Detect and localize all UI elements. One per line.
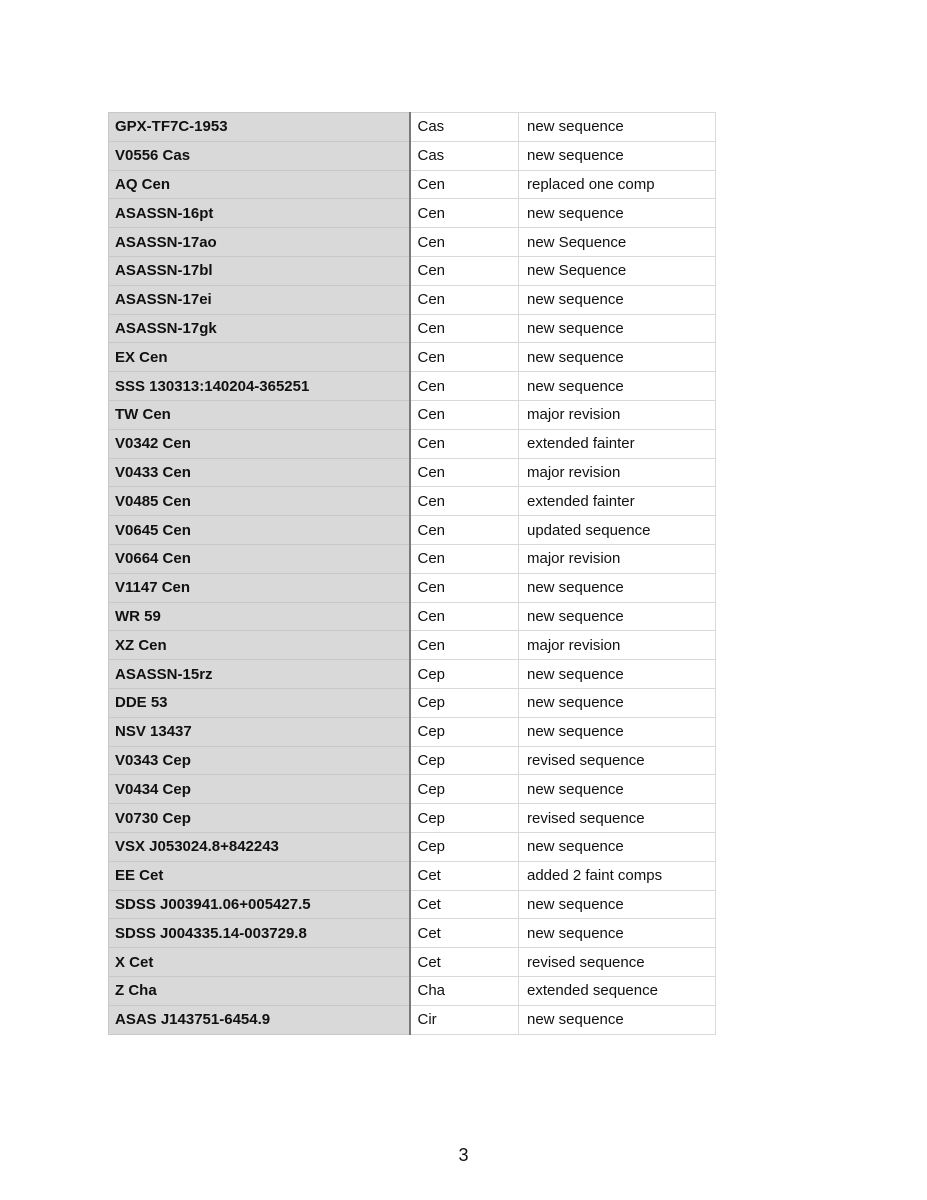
star-name-cell: V0645 Cen [109,516,410,545]
note-cell: revised sequence [519,746,716,775]
star-name-cell: GPX-TF7C-1953 [109,113,410,142]
constellation-cell: Cep [410,717,519,746]
table-row [109,314,716,343]
table-row [109,458,716,487]
table-row [109,113,716,142]
constellation-cell: Cet [410,861,519,890]
constellation-cell: Cet [410,948,519,977]
star-name-cell: V0343 Cep [109,746,410,775]
star-name-cell: SDSS J004335.14-003729.8 [109,919,410,948]
note-cell: new sequence [519,660,716,689]
star-name-cell: V0664 Cen [109,544,410,573]
constellation-cell: Cen [410,544,519,573]
star-name-cell: ASASSN-16pt [109,199,410,228]
note-cell: major revision [519,458,716,487]
note-cell: new Sequence [519,228,716,257]
table-row [109,544,716,573]
star-name-cell: V0342 Cen [109,429,410,458]
table-row [109,804,716,833]
table-row [109,400,716,429]
table-row [109,890,716,919]
star-name-cell: ASASSN-17ao [109,228,410,257]
table-row [109,602,716,631]
constellation-cell: Cen [410,631,519,660]
star-name-cell: V1147 Cen [109,573,410,602]
table-row [109,746,716,775]
note-cell: major revision [519,631,716,660]
constellation-cell: Cen [410,228,519,257]
star-name-cell: VSX J053024.8+842243 [109,832,410,861]
note-cell: updated sequence [519,516,716,545]
star-name-cell: ASASSN-17bl [109,256,410,285]
table-row [109,717,716,746]
note-cell: new sequence [519,113,716,142]
table-body [109,113,716,1035]
constellation-cell: Cen [410,372,519,401]
constellation-cell: Cen [410,314,519,343]
constellation-cell: Cen [410,199,519,228]
constellation-cell: Cir [410,1005,519,1034]
table-row [109,228,716,257]
sequence-table [108,112,716,1035]
constellation-cell: Cen [410,458,519,487]
table-row [109,660,716,689]
note-cell: new sequence [519,775,716,804]
table-row [109,861,716,890]
note-cell: new sequence [519,688,716,717]
table-row [109,688,716,717]
star-name-cell: EX Cen [109,343,410,372]
star-name-cell: V0434 Cep [109,775,410,804]
constellation-cell: Cet [410,919,519,948]
constellation-cell: Cep [410,660,519,689]
note-cell: new sequence [519,314,716,343]
note-cell: major revision [519,400,716,429]
note-cell: extended sequence [519,976,716,1005]
constellation-cell: Cen [410,170,519,199]
table-row [109,429,716,458]
note-cell: new sequence [519,199,716,228]
table-row [109,573,716,602]
constellation-cell: Cen [410,343,519,372]
constellation-cell: Cen [410,400,519,429]
constellation-cell: Cas [410,113,519,142]
constellation-cell: Cep [410,832,519,861]
table-row [109,775,716,804]
constellation-cell: Cep [410,775,519,804]
note-cell: new sequence [519,141,716,170]
note-cell: revised sequence [519,804,716,833]
constellation-cell: Cep [410,804,519,833]
note-cell: major revision [519,544,716,573]
constellation-cell: Cen [410,573,519,602]
note-cell: new sequence [519,285,716,314]
note-cell: new sequence [519,372,716,401]
note-cell: new sequence [519,602,716,631]
constellation-cell: Cas [410,141,519,170]
note-cell: new sequence [519,717,716,746]
note-cell: replaced one comp [519,170,716,199]
constellation-cell: Cen [410,285,519,314]
note-cell: new sequence [519,1005,716,1034]
note-cell: new sequence [519,573,716,602]
star-name-cell: ASASSN-17gk [109,314,410,343]
page-number: 3 [458,1145,469,1165]
table-row [109,170,716,199]
note-cell: new Sequence [519,256,716,285]
star-name-cell: X Cet [109,948,410,977]
constellation-cell: Cen [410,487,519,516]
table-row [109,516,716,545]
star-name-cell: TW Cen [109,400,410,429]
star-name-cell: V0485 Cen [109,487,410,516]
constellation-cell: Cen [410,429,519,458]
note-cell: revised sequence [519,948,716,977]
star-name-cell: DDE 53 [109,688,410,717]
star-name-cell: V0556 Cas [109,141,410,170]
table-row [109,948,716,977]
star-name-cell: V0730 Cep [109,804,410,833]
table-row [109,487,716,516]
constellation-cell: Cen [410,602,519,631]
note-cell: extended fainter [519,429,716,458]
table-row [109,372,716,401]
constellation-cell: Cen [410,256,519,285]
table-row [109,919,716,948]
table-row [109,256,716,285]
star-name-cell: ASASSN-15rz [109,660,410,689]
star-name-cell: ASAS J143751-6454.9 [109,1005,410,1034]
table-row [109,976,716,1005]
constellation-cell: Cep [410,688,519,717]
table-row [109,832,716,861]
star-name-cell: XZ Cen [109,631,410,660]
constellation-cell: Cen [410,516,519,545]
constellation-cell: Cha [410,976,519,1005]
star-name-cell: NSV 13437 [109,717,410,746]
star-name-cell: SSS 130313:140204-365251 [109,372,410,401]
star-name-cell: Z Cha [109,976,410,1005]
table-row [109,199,716,228]
star-name-cell: WR 59 [109,602,410,631]
star-name-cell: AQ Cen [109,170,410,199]
constellation-cell: Cet [410,890,519,919]
star-name-cell: V0433 Cen [109,458,410,487]
star-name-cell: SDSS J003941.06+005427.5 [109,890,410,919]
constellation-cell: Cep [410,746,519,775]
star-name-cell: EE Cet [109,861,410,890]
table-row [109,1005,716,1034]
note-cell: extended fainter [519,487,716,516]
note-cell: new sequence [519,890,716,919]
table-row [109,343,716,372]
table-row [109,285,716,314]
table-row [109,141,716,170]
note-cell: added 2 faint comps [519,861,716,890]
table-row [109,631,716,660]
star-name-cell: ASASSN-17ei [109,285,410,314]
note-cell: new sequence [519,919,716,948]
note-cell: new sequence [519,343,716,372]
note-cell: new sequence [519,832,716,861]
